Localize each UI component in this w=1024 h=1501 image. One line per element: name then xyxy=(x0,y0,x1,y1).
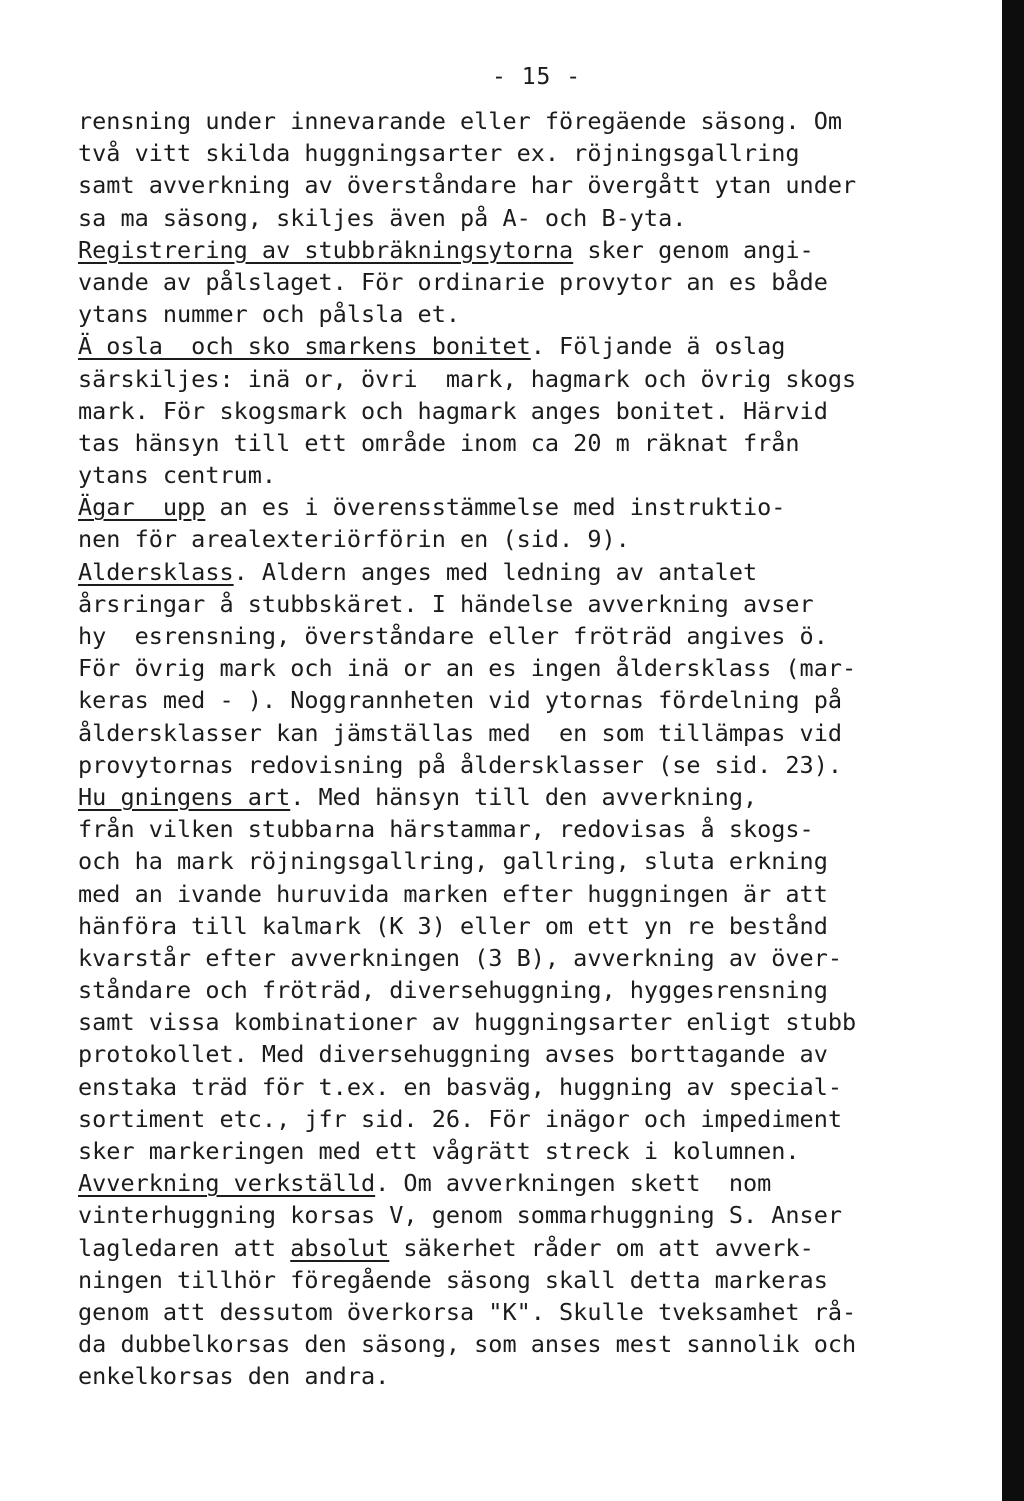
section-heading: Hu gningens art xyxy=(78,782,291,811)
page-number: - 15 - xyxy=(492,64,582,90)
text-line: keras med - ). Noggrannheten vid ytornas fördelning på xyxy=(78,686,843,715)
text-line: protokollet. Med diversehuggning avses borttagande av xyxy=(78,1040,828,1069)
text-line: två vitt skilda huggningsarter ex. röjningsgallring xyxy=(78,139,800,168)
text-line: För övrig mark och inä or an es ingen åldersklass (mar- xyxy=(78,654,857,683)
text-line: enstaka träd för t.ex. en basväg, huggning av special- xyxy=(78,1072,843,1101)
text-line: ståndare och fröträd, diversehuggning, hyggesrensning xyxy=(78,976,828,1005)
text-line: årsringar å stubbskäret. I händelse avverkning avser xyxy=(78,589,814,618)
text-line: sortiment etc., jfr sid. 26. För inägor och impediment xyxy=(78,1104,843,1133)
emphasis-underline: absolut xyxy=(290,1233,390,1262)
section-heading-line: Registrering av stubbräkningsytorna sker genom angi- xyxy=(78,235,814,264)
text-line: nen för arealexteriörförin en (sid. 9). xyxy=(78,525,630,554)
text-line: sker markeringen med ett vågrätt streck i kolumnen. xyxy=(78,1137,800,1165)
scan-edge-shadow xyxy=(1002,0,1024,1501)
section-heading-line: Aldersklass. Aldern anges med ledning av antalet xyxy=(78,557,758,586)
text-line: provytornas redovisning på åldersklasser (se sid. 23). xyxy=(78,750,843,779)
text-line: och ha mark röjningsgallring, gallring, sluta erkning xyxy=(78,847,828,876)
text-line: vande av pålslaget. För ordinarie provytor an es både xyxy=(78,267,828,296)
text-line: hy esrensning, överståndare eller fröträd angives ö. xyxy=(78,622,828,650)
text-line: enkelkorsas den andra. xyxy=(78,1362,390,1391)
section-heading-line: Ä osla och sko smarkens bonitet. Följande ä oslag xyxy=(78,332,786,361)
section-heading: Registrering av stubbräkningsytorna xyxy=(78,235,574,264)
text-line: tas hänsyn till ett område inom ca 20 m räknat från xyxy=(78,428,800,457)
text-line: sa ma säsong, skiljes även på A- och B-yta. xyxy=(78,203,687,232)
text-line: ningen tillhör föregående säsong skall detta markeras xyxy=(78,1265,828,1294)
text-line: kvarstår efter avverkningen (3 B), avverkning av över- xyxy=(78,943,843,972)
document-body xyxy=(78,105,1003,1393)
text-line: ytans centrum. xyxy=(78,461,277,490)
text-line: rensning under innevarande eller föregäende säsong. Om xyxy=(78,107,843,135)
text-line: samt avverkning av överståndare har övergått ytan under xyxy=(78,171,857,200)
section-heading: Aldersklass xyxy=(78,557,234,586)
text-line: lagledaren att absolut säkerhet råder om att avverk- xyxy=(78,1233,814,1262)
text-line: åldersklasser kan jämställas med en som tillämpas vid xyxy=(78,718,843,747)
text-line: vinterhuggning korsas V, genom sommarhuggning S. Anser xyxy=(78,1201,843,1230)
section-heading: Avverkning verkställd xyxy=(78,1169,376,1198)
text-line: da dubbelkorsas den säsong, som anses mest sannolik och xyxy=(78,1330,857,1359)
section-heading: Ägar upp xyxy=(78,493,206,522)
text-line: samt vissa kombinationer av huggningsarter enligt stubb xyxy=(78,1008,857,1037)
text-line: mark. För skogsmark och hagmark anges bonitet. Härvid xyxy=(78,396,828,425)
text-line: ytans nummer och pålsla et. xyxy=(78,300,461,329)
text-line: hänföra till kalmark (K 3) eller om ett yn re bestånd xyxy=(78,911,828,940)
text-line: med an ivande huruvida marken efter huggningen är att xyxy=(78,879,828,908)
section-heading-line: Hu gningens art. Med hänsyn till den avverkning, xyxy=(78,782,758,811)
section-heading-line: Avverkning verkställd. Om avverkningen skett nom xyxy=(78,1169,772,1198)
text-line: från vilken stubbarna härstammar, redovisas å skogs- xyxy=(78,815,814,844)
section-heading: Ä osla och sko smarkens bonitet xyxy=(78,332,531,361)
text-line: genom att dessutom överkorsa "K". Skulle tveksamhet rå- xyxy=(78,1297,857,1326)
section-heading-line: Ägar upp an es i överensstämmelse med instruktio- xyxy=(78,493,786,522)
text-line: särskiljes: inä or, övri mark, hagmark och övrig skogs xyxy=(78,364,857,393)
